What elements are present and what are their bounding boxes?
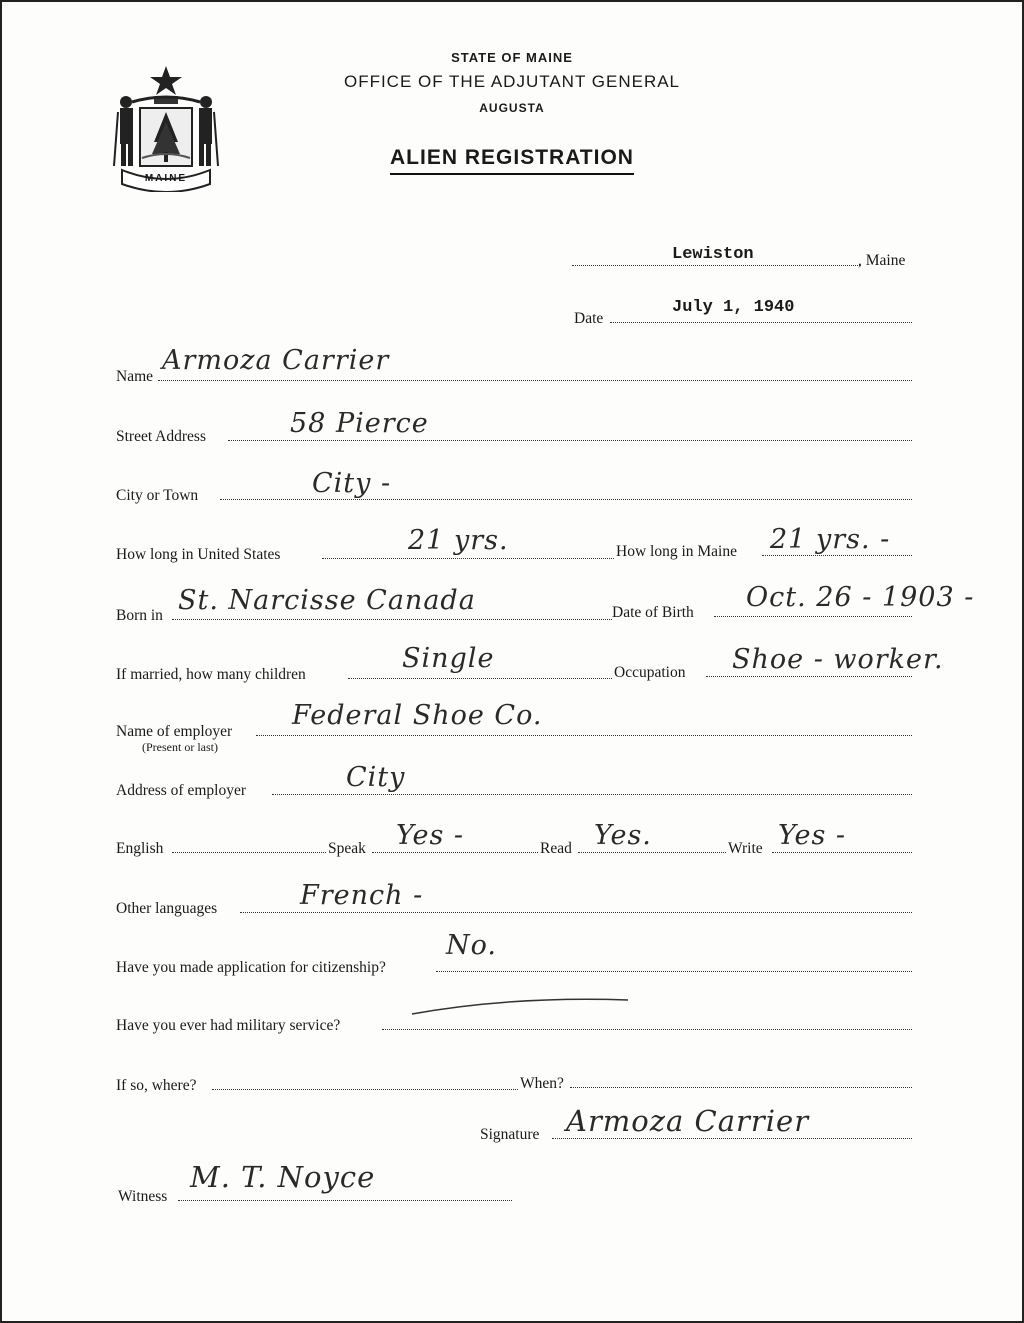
speak-line [372,852,538,853]
employer-line [256,735,912,736]
born-in-line [172,619,612,620]
seal-motto: MAINE [144,173,188,184]
when-label: When? [520,1075,564,1092]
date-value: July 1, 1940 [672,298,795,317]
date-line [610,322,912,323]
military-dash-stroke [408,996,633,1018]
where-line [212,1089,518,1090]
occupation-line [706,676,912,677]
city-label: City or Town [116,487,199,504]
name-line [158,380,912,381]
employer-address-line [272,794,912,795]
city-line [220,499,912,500]
years-us-line [322,558,614,559]
other-languages-value: French - [300,880,424,911]
signature-line [552,1138,912,1139]
city-value: City - [312,468,392,499]
form-title [0,146,1024,170]
english-line [172,852,326,853]
name-value: Armoza Carrier [162,345,390,376]
children-value: Single [402,643,495,674]
other-languages-line [240,912,912,913]
street-line [228,440,912,441]
street-value: 58 Pierce [290,408,429,439]
form-title-text: ALIEN REGISTRATION [390,146,634,175]
read-line [578,852,726,853]
children-line [348,678,612,679]
write-label: Write [728,840,763,857]
employer-address-label: Address of employer [116,782,246,799]
years-maine-label: How long in Maine [616,543,737,560]
years-maine-value: 21 yrs. - [770,524,891,555]
military-line [382,1029,912,1030]
years-maine-line [762,555,912,556]
place-value: Lewiston [672,245,754,264]
other-languages-label: Other languages [116,900,218,917]
name-label: Name [116,368,154,385]
read-label: Read [540,840,572,857]
write-value: Yes - [778,820,847,851]
witness-value: M. T. Noyce [190,1160,376,1194]
employer-label: Name of employer [116,723,233,740]
witness-label: Witness [118,1188,168,1205]
citizenship-value: No. [446,930,497,961]
write-line [772,852,912,853]
citizenship-line [436,971,912,972]
speak-label: Speak [328,840,366,857]
where-label: If so, where? [116,1077,197,1094]
children-label: If married, how many children [116,666,306,683]
date-label: Date [574,310,604,327]
when-line [570,1087,912,1088]
occupation-label: Occupation [614,664,686,681]
years-us-value: 21 yrs. [408,525,509,556]
witness-line [178,1200,512,1201]
dob-value: Oct. 26 - 1903 - [746,582,975,613]
street-label: Street Address [116,428,206,445]
employer-sublabel: (Present or last) [142,740,218,754]
place-line [572,265,860,266]
read-value: Yes. [594,820,652,851]
dob-label: Date of Birth [612,604,694,621]
english-label: English [116,840,164,857]
city-heading: AUGUSTA [479,101,545,115]
employer-address-value: City [346,762,406,793]
born-in-value: St. Narcisse Canada [178,585,476,616]
dob-line [714,616,912,617]
citizenship-label: Have you made application for citizenship? [116,959,386,976]
occupation-value: Shoe - worker. [732,644,944,675]
speak-value: Yes - [396,820,465,851]
born-in-label: Born in [116,607,163,624]
signature-value: Armoza Carrier [566,1104,810,1138]
years-us-label: How long in United States [116,546,281,563]
military-label: Have you ever had military service? [116,1017,341,1034]
place-suffix: , Maine [858,252,906,269]
office-heading: OFFICE OF THE ADJUTANT GENERAL [343,72,681,91]
state-heading: STATE OF MAINE [451,50,573,65]
employer-value: Federal Shoe Co. [292,700,543,731]
signature-label: Signature [480,1126,540,1143]
